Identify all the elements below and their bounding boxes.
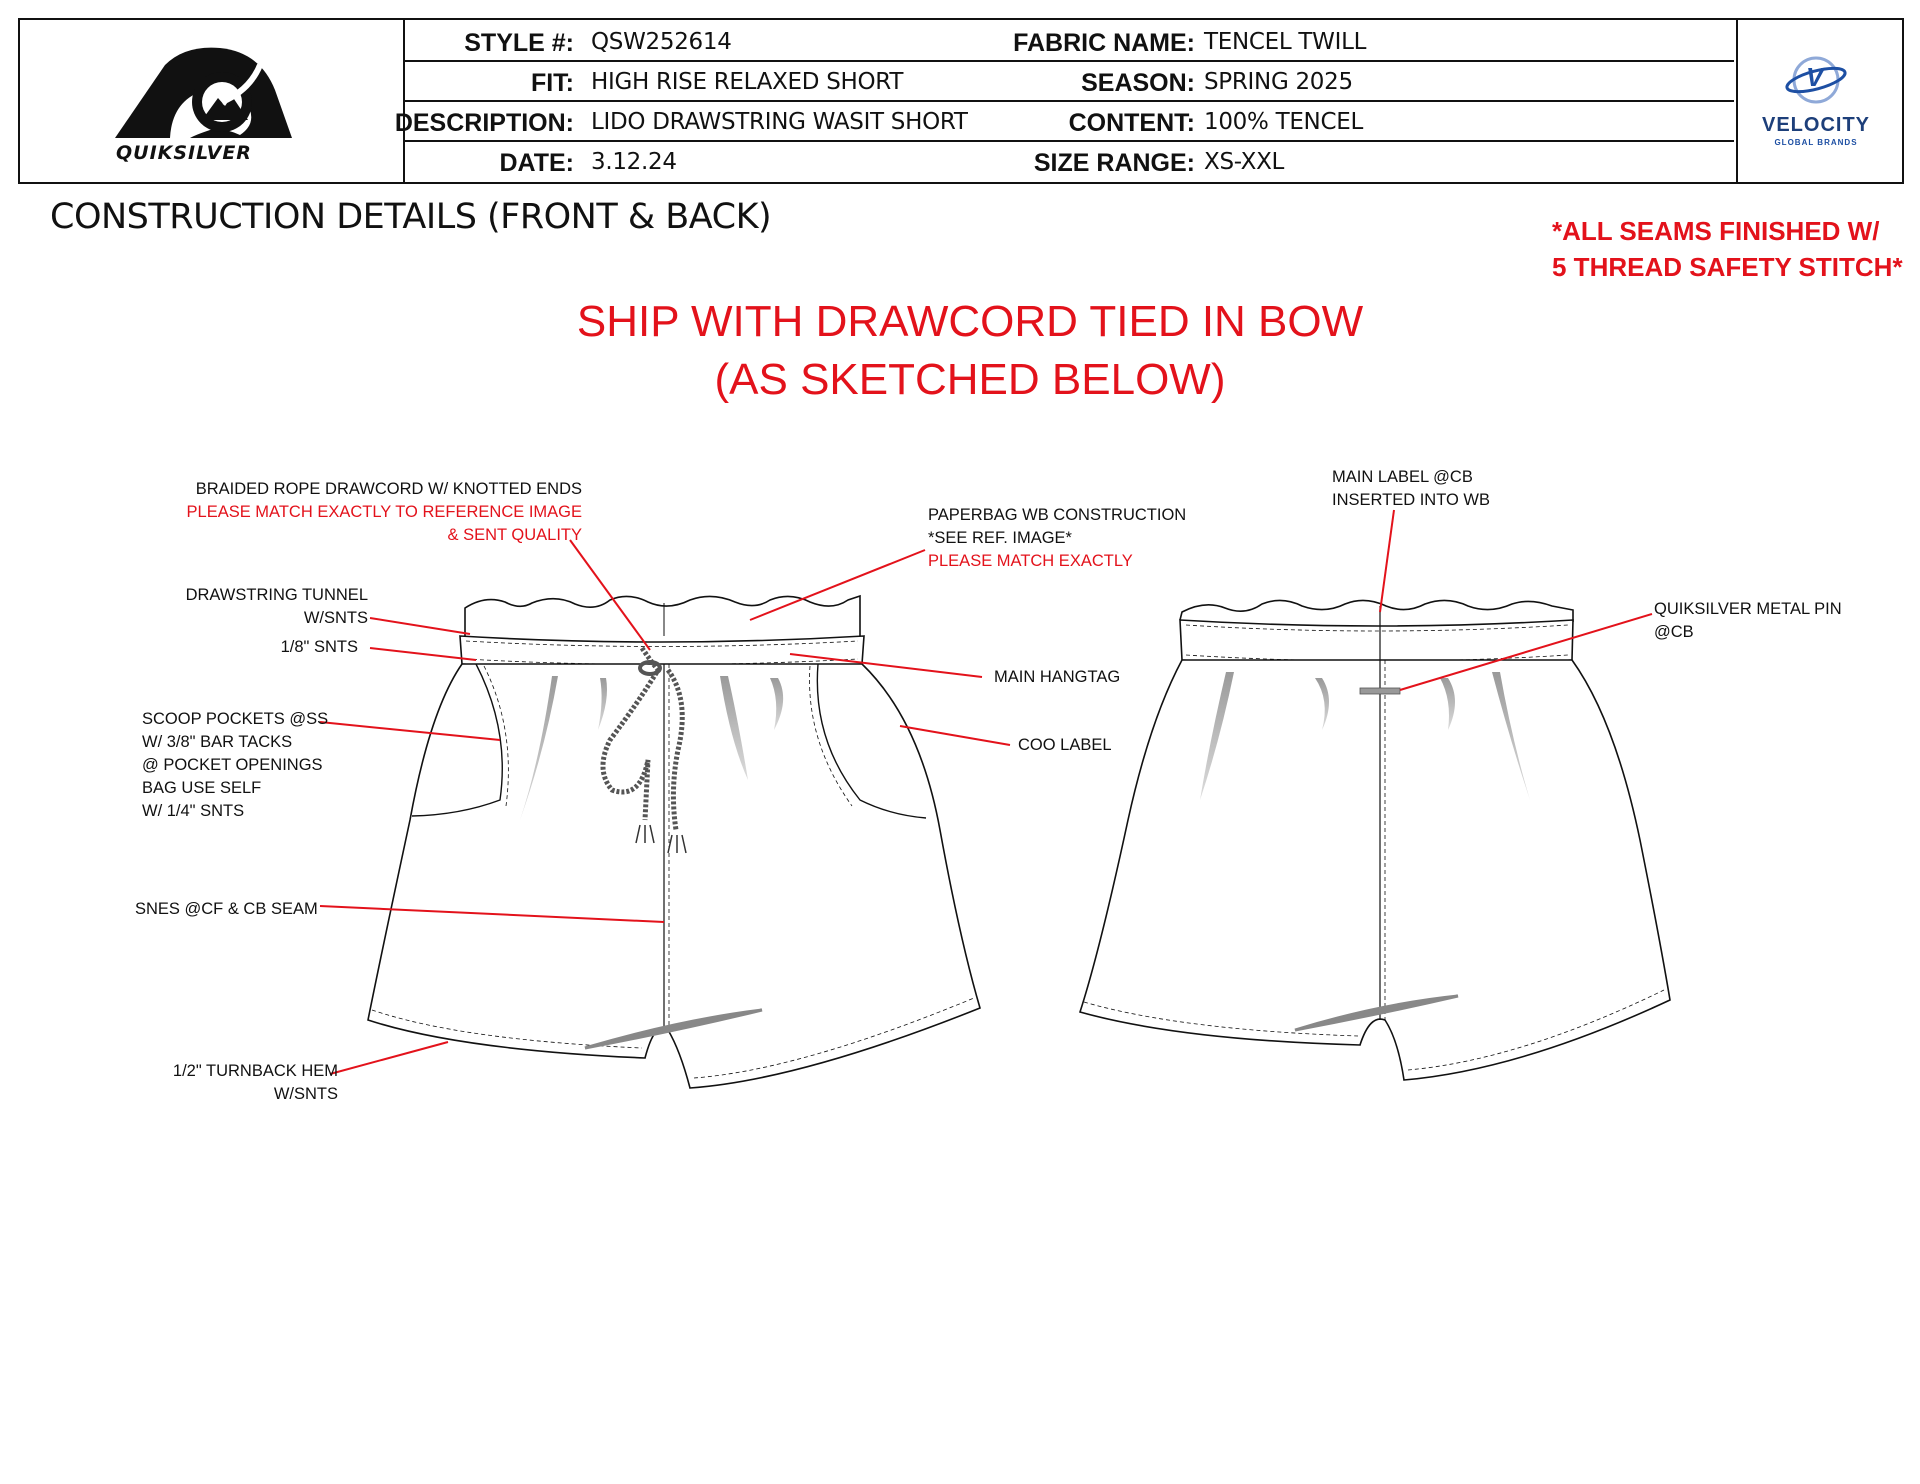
fabric-label: FABRIC NAME: [1013, 29, 1195, 57]
callout-paperbag-line3: PLEASE MATCH EXACTLY [928, 552, 1133, 570]
brand-wordmark: QUIKSILVER [116, 142, 252, 164]
callout-tunnel [186, 584, 368, 630]
callout-pockets-line1: SCOOP POCKETS @SS [142, 710, 329, 728]
callout-pockets-line5: W/ 1/4" SNTS [142, 802, 245, 820]
style-label: STYLE #: [464, 29, 574, 57]
fit-label: FIT: [530, 69, 574, 97]
metal-pin-icon [1360, 688, 1400, 694]
callout-paperbag [928, 504, 1186, 573]
content-value: 100% TENCEL [1204, 109, 1363, 135]
callout-snes: SNES @CF & CB SEAM [135, 900, 318, 918]
callout-hem [173, 1060, 338, 1106]
back-body [1080, 660, 1670, 1080]
callout-snts: 1/8" SNTS [280, 638, 358, 656]
callout-metal-pin-line1: QUIKSILVER METAL PIN [1654, 600, 1842, 618]
seam-note-line1: *ALL SEAMS FINISHED W/ [1552, 216, 1880, 246]
ship-note-line1: SHIP WITH DRAWCORD TIED IN BOW [576, 297, 1364, 346]
page-title: CONSTRUCTION DETAILS (FRONT & BACK) [50, 197, 772, 237]
season-value: SPRING 2025 [1204, 69, 1353, 95]
callout-tunnel-line1: DRAWSTRING TUNNEL [185, 586, 368, 604]
callout-hem-line1: 1/2" TURNBACK HEM [172, 1062, 338, 1080]
callout-main-label-line2: INSERTED INTO WB [1332, 491, 1490, 509]
velocity-mark: V [1806, 62, 1824, 92]
callout-coo: COO LABEL [1018, 736, 1112, 754]
front-view-sketch [368, 596, 980, 1088]
description-value: LIDO DRAWSTRING WASIT SHORT [591, 109, 968, 135]
fabric-value: TENCEL TWILL [1204, 29, 1367, 55]
description-label: DESCRIPTION: [394, 109, 574, 137]
callout-main-label [1332, 466, 1490, 512]
callout-pockets-line3: @ POCKET OPENINGS [142, 756, 323, 774]
size-range-label: SIZE RANGE: [1033, 149, 1195, 177]
back-paperbag-ruffle [1180, 600, 1573, 622]
date-value: 3.12.24 [591, 149, 677, 175]
callout-drawcord-line2: PLEASE MATCH EXACTLY TO REFERENCE IMAGE [186, 503, 582, 521]
callout-pockets-line2: W/ 3/8" BAR TACKS [142, 733, 293, 751]
ship-note-line2: (AS SKETCHED BELOW) [714, 355, 1226, 404]
callout-metal-pin-line2: @CB [1654, 623, 1694, 641]
date-label: DATE: [499, 149, 574, 177]
velocity-subtitle: GLOBAL BRANDS [1774, 138, 1858, 147]
callout-hem-line2: W/SNTS [273, 1085, 338, 1103]
callout-main-label-line1: MAIN LABEL @CB [1332, 468, 1473, 486]
callout-hangtag: MAIN HANGTAG [994, 668, 1121, 686]
style-value: QSW252614 [591, 29, 732, 55]
callout-drawcord-line1: BRAIDED ROPE DRAWCORD W/ KNOTTED ENDS [195, 480, 582, 498]
fit-value: HIGH RISE RELAXED SHORT [591, 69, 904, 95]
velocity-name: VELOCITY [1761, 114, 1870, 136]
callout-paperbag-line2: *SEE REF. IMAGE* [928, 529, 1072, 547]
callout-pockets [142, 708, 328, 823]
front-paperbag-ruffle [465, 596, 860, 636]
size-range-value: XS-XXL [1204, 149, 1285, 175]
seam-note-line2: 5 THREAD SAFETY STITCH* [1552, 252, 1903, 282]
callout-tunnel-line2: W/SNTS [303, 609, 368, 627]
callout-drawcord [187, 478, 582, 547]
callout-metal-pin [1654, 598, 1842, 644]
callout-pockets-line4: BAG USE SELF [142, 779, 262, 797]
season-label: SEASON: [1081, 69, 1195, 97]
back-view-sketch [1080, 600, 1670, 1080]
back-waistband [1180, 620, 1573, 666]
callout-drawcord-line3: & SENT QUALITY [447, 526, 582, 544]
callout-paperbag-line1: PAPERBAG WB CONSTRUCTION [928, 506, 1187, 524]
content-label: CONTENT: [1068, 109, 1195, 137]
